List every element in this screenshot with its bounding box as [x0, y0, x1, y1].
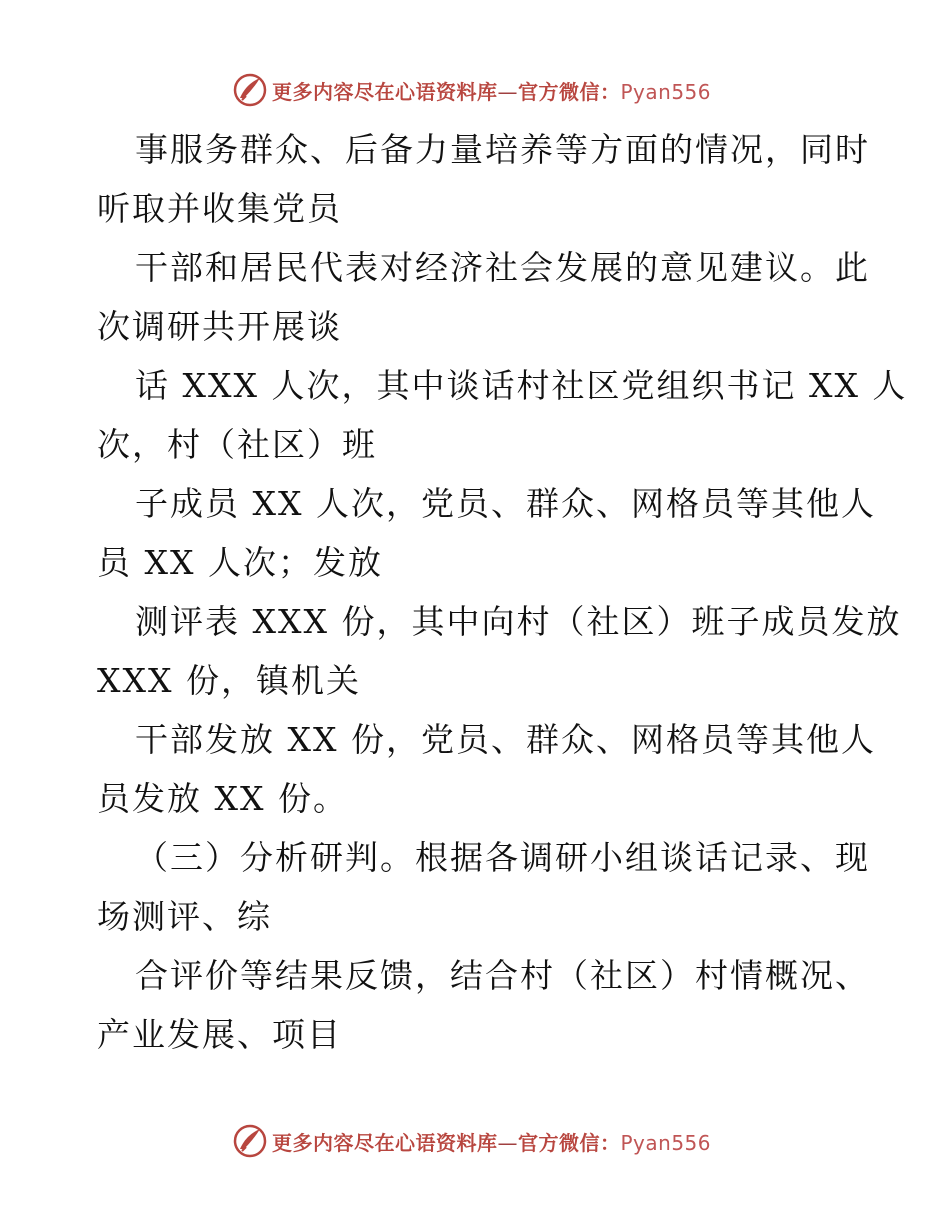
- paragraph-line: 干部发放 XX 份，党员、群众、网格员等其他人: [135, 720, 876, 759]
- watermark-separator: —: [497, 1130, 518, 1155]
- watermark-wechat-label: 官方微信：: [518, 79, 621, 104]
- paragraph: [97, 592, 902, 710]
- document-body: [97, 120, 908, 1064]
- paragraph-line: 测评表 XXX 份，其中向村（社区）班子成员发放: [135, 602, 902, 641]
- paragraph-line: 事服务群众、后备力量培养等方面的情况，同时: [135, 130, 870, 169]
- paragraph: [97, 474, 876, 592]
- paragraph: [97, 946, 870, 1064]
- paragraph: [97, 828, 870, 946]
- watermark-wechat-id: Pyan556: [620, 79, 712, 104]
- paragraph-line: 次调研共开展谈: [97, 307, 342, 346]
- watermark-main: 更多内容尽在心语资料库: [272, 1130, 498, 1155]
- paragraph-line: 话 XXX 人次，其中谈话村社区党组织书记 XX 人: [135, 366, 908, 405]
- paragraph-line: 合评价等结果反馈，结合村（社区）村情概况、: [135, 956, 870, 995]
- paragraph-line: 员 XX 人次；发放: [97, 543, 383, 582]
- watermark-separator: —: [497, 79, 518, 104]
- quill-logo-icon: [232, 72, 268, 108]
- watermark-text: [272, 1127, 711, 1156]
- header-watermark: [232, 70, 711, 110]
- paragraph-line: 听取并收集党员: [97, 189, 342, 228]
- footer-watermark: [232, 1121, 711, 1161]
- paragraph-line: （三）分析研判。根据各调研小组谈话记录、现: [135, 838, 870, 877]
- paragraph-line: 干部和居民代表对经济社会发展的意见建议。此: [135, 248, 870, 287]
- paragraph: [97, 238, 870, 356]
- paragraph-line: XXX 份，镇机关: [97, 661, 361, 700]
- watermark-main: 更多内容尽在心语资料库: [272, 79, 498, 104]
- watermark-wechat-label: 官方微信：: [518, 1130, 621, 1155]
- paragraph-line: 产业发展、项目: [97, 1015, 342, 1054]
- paragraph-line: 次，村（社区）班: [97, 425, 377, 464]
- paragraph-line: 场测评、综: [97, 897, 272, 936]
- paragraph-line: 员发放 XX 份。: [97, 779, 348, 818]
- paragraph: [97, 710, 876, 828]
- paragraph: [97, 356, 908, 474]
- paragraph-line: 子成员 XX 人次，党员、群众、网格员等其他人: [135, 484, 876, 523]
- watermark-text: [272, 76, 711, 105]
- quill-logo-icon: [232, 1123, 268, 1159]
- watermark-wechat-id: Pyan556: [620, 1130, 712, 1155]
- paragraph: [97, 120, 870, 238]
